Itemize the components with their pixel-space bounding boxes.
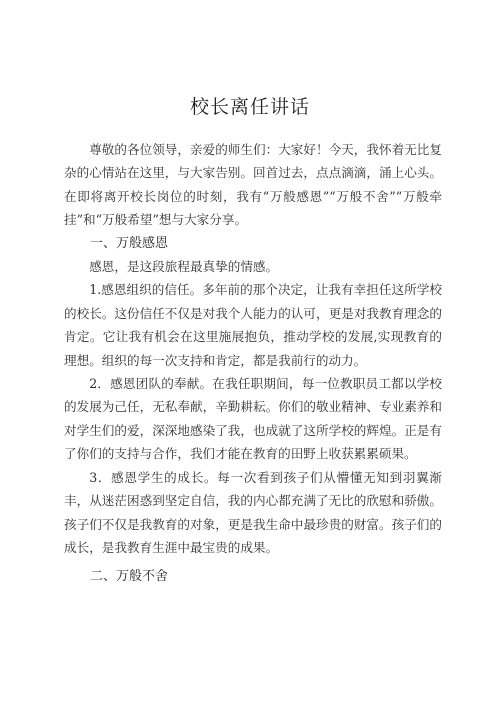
intro-paragraph: 尊敬的各位领导，亲爱的师生们：大家好！今天，我怀着无比复杂的心情站在这里，与大家告别。回首过去，点点滴滴，涌上心头。在即将离开校长岗位的时刻，我有“万般感恩”“万般不舍”“万般牵挂”和“万般希望”想与大家分享。: [64, 142, 442, 228]
section-heading-gratitude: 一、万般感恩: [90, 235, 169, 251]
gratitude-point-3: 3．感恩学生的成长。每一次看到孩子们从懵懂无知到羽翼渐丰，从迷茫困惑到坚定自信，我的内心都充满了无比的欣慰和骄傲。孩子们不仅是我教育的对象，更是我生命中最珍贵的财富。孩子们的成长，是我教育生涯中最宝贵的成果。: [64, 469, 442, 555]
gratitude-point-2: 2．感恩团队的奉献。在我任职期间，每一位教职员工都以学校的发展为己任，无私奉献，辛勤耕耘。你们的敬业精神、专业素养和对学生们的爱，深深地感染了我，也成就了这所学校的辉煌。正是有了你们的支持与合作，我们才能在教育的田野上收获累累硕果。: [64, 376, 442, 462]
section-heading-reluctance: 二、万般不舍: [90, 569, 169, 585]
document-body: [64, 138, 442, 589]
gratitude-point-1: 1.感恩组织的信任。多年前的那个决定，让我有幸担任这所学校的校长。这份信任不仅是对我个人能力的认可，更是对我教育理念的肯定。它让我有机会在这里施展抱负，推动学校的发展,实现教育的理想。组织的每一次支持和肯定，都是我前行的动力。: [64, 282, 442, 368]
document-title: 校长离任讲话: [189, 96, 310, 118]
section-lead-paragraph: 感恩，是这段旅程最真挚的情感。: [89, 259, 279, 275]
